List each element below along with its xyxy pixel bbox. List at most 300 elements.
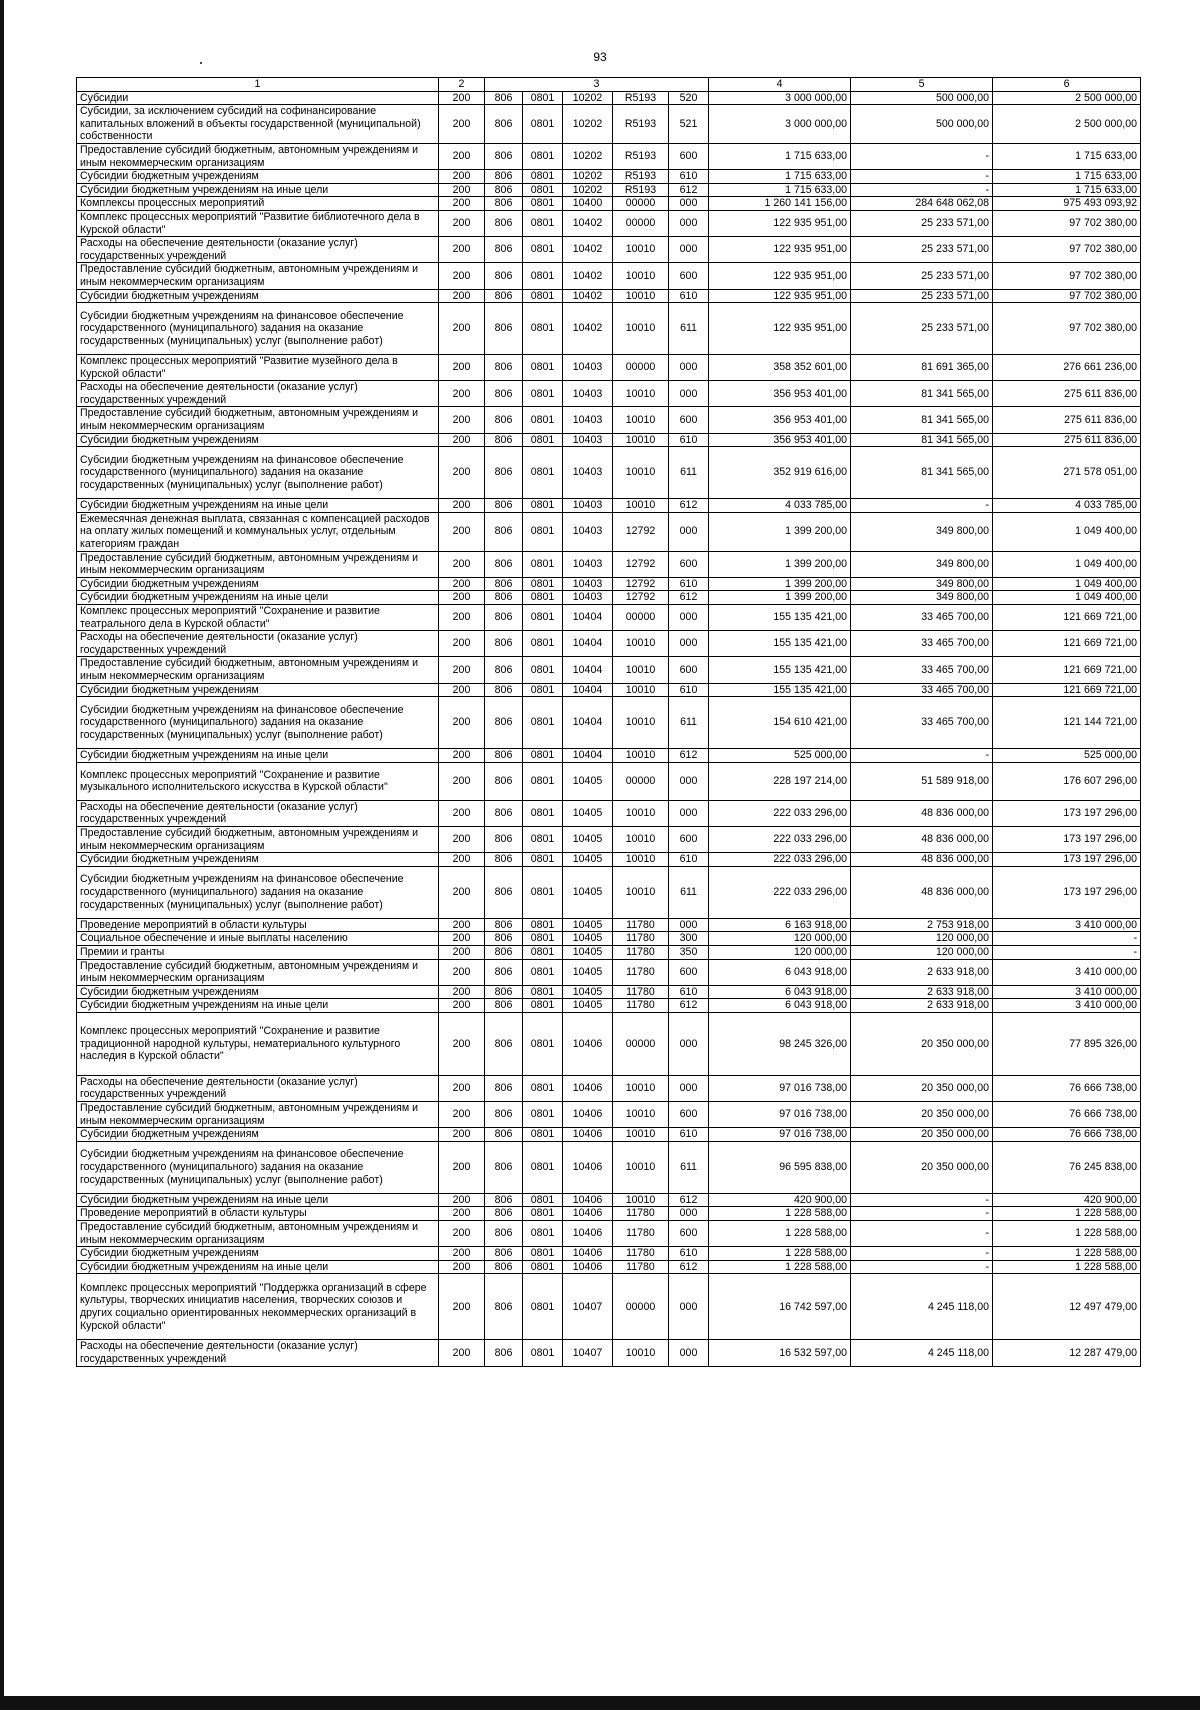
col4-amount: 1 228 588,00 xyxy=(709,1207,851,1221)
col2-code: 200 xyxy=(439,143,485,169)
col3-program-code: 10403 xyxy=(563,577,613,591)
col3-expense-type-code: 520 xyxy=(669,91,709,105)
col3-ministry-code: 806 xyxy=(485,918,523,932)
col4-amount: 6 043 918,00 xyxy=(709,959,851,985)
col4-amount: 222 033 296,00 xyxy=(709,853,851,867)
col3-section-code: 0801 xyxy=(523,237,563,263)
row-name: Субсидии бюджетным учреждениям xyxy=(77,433,439,447)
col5-amount: 25 233 571,00 xyxy=(851,303,993,355)
col3-section-code: 0801 xyxy=(523,1128,563,1142)
table-row xyxy=(77,289,1141,303)
col4-amount: 1 715 633,00 xyxy=(709,143,851,169)
row-name: Субсидии бюджетным учреждениям xyxy=(77,577,439,591)
row-name: Субсидии бюджетным учреждениям на финансовое обеспечение государственного (муниципального) задания на оказание государственных (муниципальных) услуг (выполнение работ) xyxy=(77,447,439,499)
col3-program-code: 10403 xyxy=(563,433,613,447)
row-name: Субсидии бюджетным учреждениям на финансовое обеспечение государственного (муниципального) задания на оказание государственных (муниципальных) услуг (выполнение работ) xyxy=(77,303,439,355)
col3-expense-type-code: 612 xyxy=(669,183,709,197)
col3-ministry-code: 806 xyxy=(485,591,523,605)
col3-section-code: 0801 xyxy=(523,577,563,591)
col4-amount: 222 033 296,00 xyxy=(709,866,851,918)
col5-amount: - xyxy=(851,1193,993,1207)
row-name: Расходы на обеспечение деятельности (оказание услуг) государственных учреждений xyxy=(77,237,439,263)
col3-direction-code: 11780 xyxy=(613,932,669,946)
col3-program-code: 10202 xyxy=(563,143,613,169)
row-name: Комплекс процессных мероприятий "Сохранение и развитие театрального дела в Курской области" xyxy=(77,605,439,631)
col4-amount: 356 953 401,00 xyxy=(709,407,851,433)
col5-amount: 48 836 000,00 xyxy=(851,866,993,918)
col2-code: 200 xyxy=(439,1207,485,1221)
col3-ministry-code: 806 xyxy=(485,289,523,303)
table-header-row xyxy=(77,78,1141,92)
col3-section-code: 0801 xyxy=(523,447,563,499)
col3-expense-type-code: 000 xyxy=(669,237,709,263)
col3-program-code: 10405 xyxy=(563,853,613,867)
col2-code: 200 xyxy=(439,289,485,303)
col3-ministry-code: 806 xyxy=(485,1141,523,1193)
col3-direction-code: 10010 xyxy=(613,263,669,289)
column-header-1: 1 xyxy=(77,78,439,92)
row-name: Предоставление субсидий бюджетным, автономным учреждениям и иным некоммерческим организациям xyxy=(77,826,439,852)
col5-amount: 349 800,00 xyxy=(851,512,993,551)
table-row xyxy=(77,433,1141,447)
col6-amount: - xyxy=(993,932,1141,946)
col3-program-code: 10402 xyxy=(563,237,613,263)
col6-amount: 1 049 400,00 xyxy=(993,577,1141,591)
col3-section-code: 0801 xyxy=(523,697,563,749)
col2-code: 200 xyxy=(439,866,485,918)
col6-amount: 1 049 400,00 xyxy=(993,551,1141,577)
col3-expense-type-code: 612 xyxy=(669,591,709,605)
col3-direction-code: 10010 xyxy=(613,697,669,749)
col3-direction-code: R5193 xyxy=(613,91,669,105)
table-row xyxy=(77,1141,1141,1193)
col5-amount: - xyxy=(851,143,993,169)
col6-amount: 1 715 633,00 xyxy=(993,143,1141,169)
table-row xyxy=(77,197,1141,211)
col3-expense-type-code: 610 xyxy=(669,289,709,303)
table-row xyxy=(77,1128,1141,1142)
col2-code: 200 xyxy=(439,197,485,211)
col4-amount: 122 935 951,00 xyxy=(709,303,851,355)
col2-code: 200 xyxy=(439,1075,485,1101)
col6-amount: 176 607 296,00 xyxy=(993,762,1141,800)
col2-code: 200 xyxy=(439,605,485,631)
table-row xyxy=(77,577,1141,591)
col3-expense-type-code: 000 xyxy=(669,631,709,657)
col2-code: 200 xyxy=(439,381,485,407)
col3-direction-code: 12792 xyxy=(613,577,669,591)
row-name: Субсидии бюджетным учреждениям на иные цели xyxy=(77,999,439,1013)
table-row xyxy=(77,447,1141,499)
col3-section-code: 0801 xyxy=(523,289,563,303)
table-row xyxy=(77,657,1141,683)
col3-ministry-code: 806 xyxy=(485,1128,523,1142)
col6-amount: 121 144 721,00 xyxy=(993,697,1141,749)
col3-program-code: 10404 xyxy=(563,697,613,749)
row-name: Расходы на обеспечение деятельности (оказание услуг) государственных учреждений xyxy=(77,631,439,657)
col3-expense-type-code: 612 xyxy=(669,749,709,763)
col4-amount: 16 742 597,00 xyxy=(709,1274,851,1340)
col5-amount: 81 341 565,00 xyxy=(851,381,993,407)
col2-code: 200 xyxy=(439,826,485,852)
col2-code: 200 xyxy=(439,1012,485,1075)
col4-amount: 122 935 951,00 xyxy=(709,237,851,263)
col3-ministry-code: 806 xyxy=(485,800,523,826)
col3-direction-code: 10010 xyxy=(613,499,669,513)
col3-section-code: 0801 xyxy=(523,263,563,289)
col5-amount: 48 836 000,00 xyxy=(851,800,993,826)
row-name: Субсидии бюджетным учреждениям на иные цели xyxy=(77,1260,439,1274)
col2-code: 200 xyxy=(439,1260,485,1274)
table-row xyxy=(77,1247,1141,1261)
table-row xyxy=(77,1340,1141,1366)
col2-code: 200 xyxy=(439,210,485,236)
col4-amount: 122 935 951,00 xyxy=(709,289,851,303)
row-name: Премии и гранты xyxy=(77,945,439,959)
column-header-4: 4 xyxy=(709,78,851,92)
col6-amount: 121 669 721,00 xyxy=(993,631,1141,657)
table-row xyxy=(77,143,1141,169)
col4-amount: 155 135 421,00 xyxy=(709,631,851,657)
col4-amount: 3 000 000,00 xyxy=(709,91,851,105)
col3-section-code: 0801 xyxy=(523,591,563,605)
col3-direction-code: 10010 xyxy=(613,1128,669,1142)
table-row xyxy=(77,945,1141,959)
col3-section-code: 0801 xyxy=(523,999,563,1013)
col6-amount: 1 049 400,00 xyxy=(993,591,1141,605)
row-name: Проведение мероприятий в области культуры xyxy=(77,1207,439,1221)
col3-section-code: 0801 xyxy=(523,683,563,697)
col3-direction-code: 11780 xyxy=(613,959,669,985)
col3-program-code: 10402 xyxy=(563,303,613,355)
col3-section-code: 0801 xyxy=(523,170,563,184)
col3-expense-type-code: 000 xyxy=(669,762,709,800)
col3-expense-type-code: 600 xyxy=(669,1221,709,1247)
col3-program-code: 10405 xyxy=(563,945,613,959)
col4-amount: 1 399 200,00 xyxy=(709,512,851,551)
table-row xyxy=(77,1221,1141,1247)
col3-expense-type-code: 000 xyxy=(669,1340,709,1366)
col2-code: 200 xyxy=(439,945,485,959)
col5-amount: 2 633 918,00 xyxy=(851,985,993,999)
col3-section-code: 0801 xyxy=(523,1221,563,1247)
col2-code: 200 xyxy=(439,1221,485,1247)
col3-section-code: 0801 xyxy=(523,605,563,631)
col5-amount: 500 000,00 xyxy=(851,105,993,144)
col3-ministry-code: 806 xyxy=(485,959,523,985)
col2-code: 200 xyxy=(439,355,485,381)
col3-program-code: 10406 xyxy=(563,1128,613,1142)
col3-direction-code: 10010 xyxy=(613,1193,669,1207)
col3-direction-code: 11780 xyxy=(613,1221,669,1247)
col3-direction-code: 10010 xyxy=(613,826,669,852)
col3-direction-code: 10010 xyxy=(613,657,669,683)
col3-ministry-code: 806 xyxy=(485,749,523,763)
col3-expense-type-code: 600 xyxy=(669,551,709,577)
col3-expense-type-code: 600 xyxy=(669,826,709,852)
col6-amount: 1 715 633,00 xyxy=(993,183,1141,197)
page-number: 93 xyxy=(593,50,607,64)
col3-expense-type-code: 000 xyxy=(669,355,709,381)
col3-section-code: 0801 xyxy=(523,985,563,999)
row-name: Предоставление субсидий бюджетным, автономным учреждениям и иным некоммерческим организациям xyxy=(77,1102,439,1128)
col6-amount: 173 197 296,00 xyxy=(993,826,1141,852)
col3-expense-type-code: 611 xyxy=(669,447,709,499)
col4-amount: 525 000,00 xyxy=(709,749,851,763)
col5-amount: 33 465 700,00 xyxy=(851,605,993,631)
col6-amount: - xyxy=(993,945,1141,959)
col3-direction-code: 10010 xyxy=(613,866,669,918)
col3-direction-code: 11780 xyxy=(613,985,669,999)
row-name: Предоставление субсидий бюджетным, автономным учреждениям и иным некоммерческим организациям xyxy=(77,407,439,433)
col6-amount: 275 611 836,00 xyxy=(993,381,1141,407)
budget-table xyxy=(76,77,1141,1367)
row-name: Комплексы процессных мероприятий xyxy=(77,197,439,211)
col4-amount: 1 228 588,00 xyxy=(709,1247,851,1261)
col6-amount: 97 702 380,00 xyxy=(993,289,1141,303)
col3-ministry-code: 806 xyxy=(485,143,523,169)
col3-direction-code: 10010 xyxy=(613,289,669,303)
col3-expense-type-code: 612 xyxy=(669,1260,709,1274)
col6-amount: 276 661 236,00 xyxy=(993,355,1141,381)
table-row xyxy=(77,605,1141,631)
col6-amount: 3 410 000,00 xyxy=(993,999,1141,1013)
table-row xyxy=(77,237,1141,263)
col5-amount: 25 233 571,00 xyxy=(851,237,993,263)
column-header-2: 2 xyxy=(439,78,485,92)
col6-amount: 97 702 380,00 xyxy=(993,303,1141,355)
col3-ministry-code: 806 xyxy=(485,1221,523,1247)
col3-program-code: 10405 xyxy=(563,762,613,800)
col3-section-code: 0801 xyxy=(523,105,563,144)
row-name: Субсидии бюджетным учреждениям на иные цели xyxy=(77,499,439,513)
row-name: Субсидии бюджетным учреждениям xyxy=(77,289,439,303)
col3-program-code: 10202 xyxy=(563,105,613,144)
col3-ministry-code: 806 xyxy=(485,170,523,184)
col4-amount: 98 245 326,00 xyxy=(709,1012,851,1075)
col2-code: 200 xyxy=(439,551,485,577)
col3-program-code: 10405 xyxy=(563,866,613,918)
row-name: Субсидии бюджетным учреждениям xyxy=(77,170,439,184)
col4-amount: 3 000 000,00 xyxy=(709,105,851,144)
col3-expense-type-code: 000 xyxy=(669,605,709,631)
col3-ministry-code: 806 xyxy=(485,1102,523,1128)
col2-code: 200 xyxy=(439,407,485,433)
col3-ministry-code: 806 xyxy=(485,433,523,447)
row-name: Предоставление субсидий бюджетным, автономным учреждениям и иным некоммерческим организациям xyxy=(77,551,439,577)
col3-expense-type-code: 611 xyxy=(669,1141,709,1193)
col2-code: 200 xyxy=(439,303,485,355)
col5-amount: 120 000,00 xyxy=(851,945,993,959)
col3-direction-code: 10010 xyxy=(613,433,669,447)
col3-ministry-code: 806 xyxy=(485,945,523,959)
col3-direction-code: 00000 xyxy=(613,1274,669,1340)
col4-amount: 1 399 200,00 xyxy=(709,577,851,591)
col3-program-code: 10405 xyxy=(563,800,613,826)
col3-expense-type-code: 610 xyxy=(669,683,709,697)
col3-program-code: 10406 xyxy=(563,1207,613,1221)
col3-section-code: 0801 xyxy=(523,631,563,657)
col3-direction-code: 11780 xyxy=(613,1207,669,1221)
col6-amount: 173 197 296,00 xyxy=(993,866,1141,918)
col3-ministry-code: 806 xyxy=(485,1207,523,1221)
col4-amount: 356 953 401,00 xyxy=(709,433,851,447)
col2-code: 200 xyxy=(439,985,485,999)
col6-amount: 1 228 588,00 xyxy=(993,1221,1141,1247)
table-row xyxy=(77,1102,1141,1128)
col3-ministry-code: 806 xyxy=(485,91,523,105)
col5-amount: - xyxy=(851,1260,993,1274)
col4-amount: 97 016 738,00 xyxy=(709,1075,851,1101)
col3-program-code: 10403 xyxy=(563,355,613,381)
col6-amount: 1 228 588,00 xyxy=(993,1207,1141,1221)
col2-code: 200 xyxy=(439,433,485,447)
row-name: Субсидии бюджетным учреждениям xyxy=(77,1128,439,1142)
col3-program-code: 10404 xyxy=(563,657,613,683)
col3-expense-type-code: 600 xyxy=(669,1102,709,1128)
col6-amount: 975 493 093,92 xyxy=(993,197,1141,211)
col3-direction-code: 00000 xyxy=(613,355,669,381)
col3-program-code: 10405 xyxy=(563,918,613,932)
col3-section-code: 0801 xyxy=(523,512,563,551)
table-row xyxy=(77,499,1141,513)
col3-program-code: 10202 xyxy=(563,183,613,197)
col3-ministry-code: 806 xyxy=(485,999,523,1013)
col3-section-code: 0801 xyxy=(523,210,563,236)
col6-amount: 97 702 380,00 xyxy=(993,263,1141,289)
col3-ministry-code: 806 xyxy=(485,355,523,381)
col3-program-code: 10202 xyxy=(563,91,613,105)
col3-expense-type-code: 600 xyxy=(669,143,709,169)
col5-amount: 81 341 565,00 xyxy=(851,407,993,433)
row-name: Предоставление субсидий бюджетным, автономным учреждениям и иным некоммерческим организациям xyxy=(77,657,439,683)
col3-section-code: 0801 xyxy=(523,1247,563,1261)
col5-amount: - xyxy=(851,1247,993,1261)
col4-amount: 1 399 200,00 xyxy=(709,591,851,605)
column-header-5: 5 xyxy=(851,78,993,92)
col3-direction-code: 10010 xyxy=(613,303,669,355)
col3-ministry-code: 806 xyxy=(485,183,523,197)
col5-amount: 48 836 000,00 xyxy=(851,826,993,852)
col6-amount: 420 900,00 xyxy=(993,1193,1141,1207)
table-row xyxy=(77,551,1141,577)
row-name: Расходы на обеспечение деятельности (оказание услуг) государственных учреждений xyxy=(77,381,439,407)
row-name: Комплекс процессных мероприятий "Сохранение и развитие музыкального исполнительского искусства в Курской области" xyxy=(77,762,439,800)
col3-expense-type-code: 000 xyxy=(669,918,709,932)
col3-expense-type-code: 000 xyxy=(669,1207,709,1221)
row-name: Субсидии бюджетным учреждениям xyxy=(77,853,439,867)
col3-program-code: 10402 xyxy=(563,210,613,236)
col3-ministry-code: 806 xyxy=(485,826,523,852)
col6-amount: 12 497 479,00 xyxy=(993,1274,1141,1340)
col3-section-code: 0801 xyxy=(523,945,563,959)
col6-amount: 121 669 721,00 xyxy=(993,683,1141,697)
col3-section-code: 0801 xyxy=(523,1141,563,1193)
col3-ministry-code: 806 xyxy=(485,381,523,407)
col2-code: 200 xyxy=(439,918,485,932)
col3-program-code: 10406 xyxy=(563,1260,613,1274)
col6-amount: 77 895 326,00 xyxy=(993,1012,1141,1075)
col4-amount: 1 228 588,00 xyxy=(709,1260,851,1274)
col4-amount: 16 532 597,00 xyxy=(709,1340,851,1366)
col5-amount: 284 648 062,08 xyxy=(851,197,993,211)
col6-amount: 2 500 000,00 xyxy=(993,91,1141,105)
col4-amount: 1 228 588,00 xyxy=(709,1221,851,1247)
col3-program-code: 10402 xyxy=(563,263,613,289)
col5-amount: 81 691 365,00 xyxy=(851,355,993,381)
row-name: Ежемесячная денежная выплата, связанная с компенсацией расходов на оплату жилых помещений и коммунальных услуг, отдельным категориям граждан xyxy=(77,512,439,551)
col6-amount: 525 000,00 xyxy=(993,749,1141,763)
col3-direction-code: 11780 xyxy=(613,999,669,1013)
col4-amount: 97 016 738,00 xyxy=(709,1128,851,1142)
col3-ministry-code: 806 xyxy=(485,932,523,946)
table-row xyxy=(77,170,1141,184)
col3-direction-code: 10010 xyxy=(613,381,669,407)
col3-expense-type-code: 610 xyxy=(669,577,709,591)
row-name: Расходы на обеспечение деятельности (оказание услуг) государственных учреждений xyxy=(77,1075,439,1101)
col5-amount: 500 000,00 xyxy=(851,91,993,105)
row-name: Субсидии бюджетным учреждениям на финансовое обеспечение государственного (муниципального) задания на оказание государственных (муниципальных) услуг (выполнение работ) xyxy=(77,1141,439,1193)
col3-section-code: 0801 xyxy=(523,1260,563,1274)
col3-program-code: 10405 xyxy=(563,826,613,852)
col2-code: 200 xyxy=(439,853,485,867)
col3-direction-code: 12792 xyxy=(613,591,669,605)
row-name: Субсидии бюджетным учреждениям на финансовое обеспечение государственного (муниципального) задания на оказание государственных (муниципальных) услуг (выполнение работ) xyxy=(77,697,439,749)
col3-section-code: 0801 xyxy=(523,1193,563,1207)
col4-amount: 6 043 918,00 xyxy=(709,985,851,999)
col4-amount: 352 919 616,00 xyxy=(709,447,851,499)
col6-amount: 2 500 000,00 xyxy=(993,105,1141,144)
col3-program-code: 10405 xyxy=(563,985,613,999)
col5-amount: 33 465 700,00 xyxy=(851,631,993,657)
col6-amount: 173 197 296,00 xyxy=(993,853,1141,867)
col3-ministry-code: 806 xyxy=(485,407,523,433)
col6-amount: 76 666 738,00 xyxy=(993,1075,1141,1101)
col3-section-code: 0801 xyxy=(523,433,563,447)
col3-section-code: 0801 xyxy=(523,551,563,577)
col3-direction-code: 00000 xyxy=(613,210,669,236)
col3-program-code: 10403 xyxy=(563,551,613,577)
col3-direction-code: 12792 xyxy=(613,512,669,551)
row-name: Расходы на обеспечение деятельности (оказание услуг) государственных учреждений xyxy=(77,800,439,826)
col6-amount: 1 715 633,00 xyxy=(993,170,1141,184)
col4-amount: 1 399 200,00 xyxy=(709,551,851,577)
col5-amount: 81 341 565,00 xyxy=(851,433,993,447)
col3-program-code: 10405 xyxy=(563,959,613,985)
col3-ministry-code: 806 xyxy=(485,263,523,289)
col3-direction-code: R5193 xyxy=(613,183,669,197)
col3-direction-code: 11780 xyxy=(613,945,669,959)
col3-ministry-code: 806 xyxy=(485,1260,523,1274)
col4-amount: 228 197 214,00 xyxy=(709,762,851,800)
col6-amount: 1 228 588,00 xyxy=(993,1247,1141,1261)
col3-program-code: 10400 xyxy=(563,197,613,211)
col5-amount: 2 633 918,00 xyxy=(851,999,993,1013)
col6-amount: 1 228 588,00 xyxy=(993,1260,1141,1274)
col3-program-code: 10403 xyxy=(563,407,613,433)
col3-expense-type-code: 611 xyxy=(669,866,709,918)
col6-amount: 76 666 738,00 xyxy=(993,1128,1141,1142)
row-name: Субсидии бюджетным учреждениям xyxy=(77,1247,439,1261)
col6-amount: 97 702 380,00 xyxy=(993,210,1141,236)
col3-expense-type-code: 610 xyxy=(669,853,709,867)
col3-direction-code: 00000 xyxy=(613,1012,669,1075)
col3-section-code: 0801 xyxy=(523,499,563,513)
col3-expense-type-code: 611 xyxy=(669,697,709,749)
row-name: Субсидии бюджетным учреждениям на иные цели xyxy=(77,591,439,605)
col4-amount: 122 935 951,00 xyxy=(709,210,851,236)
col5-amount: - xyxy=(851,183,993,197)
